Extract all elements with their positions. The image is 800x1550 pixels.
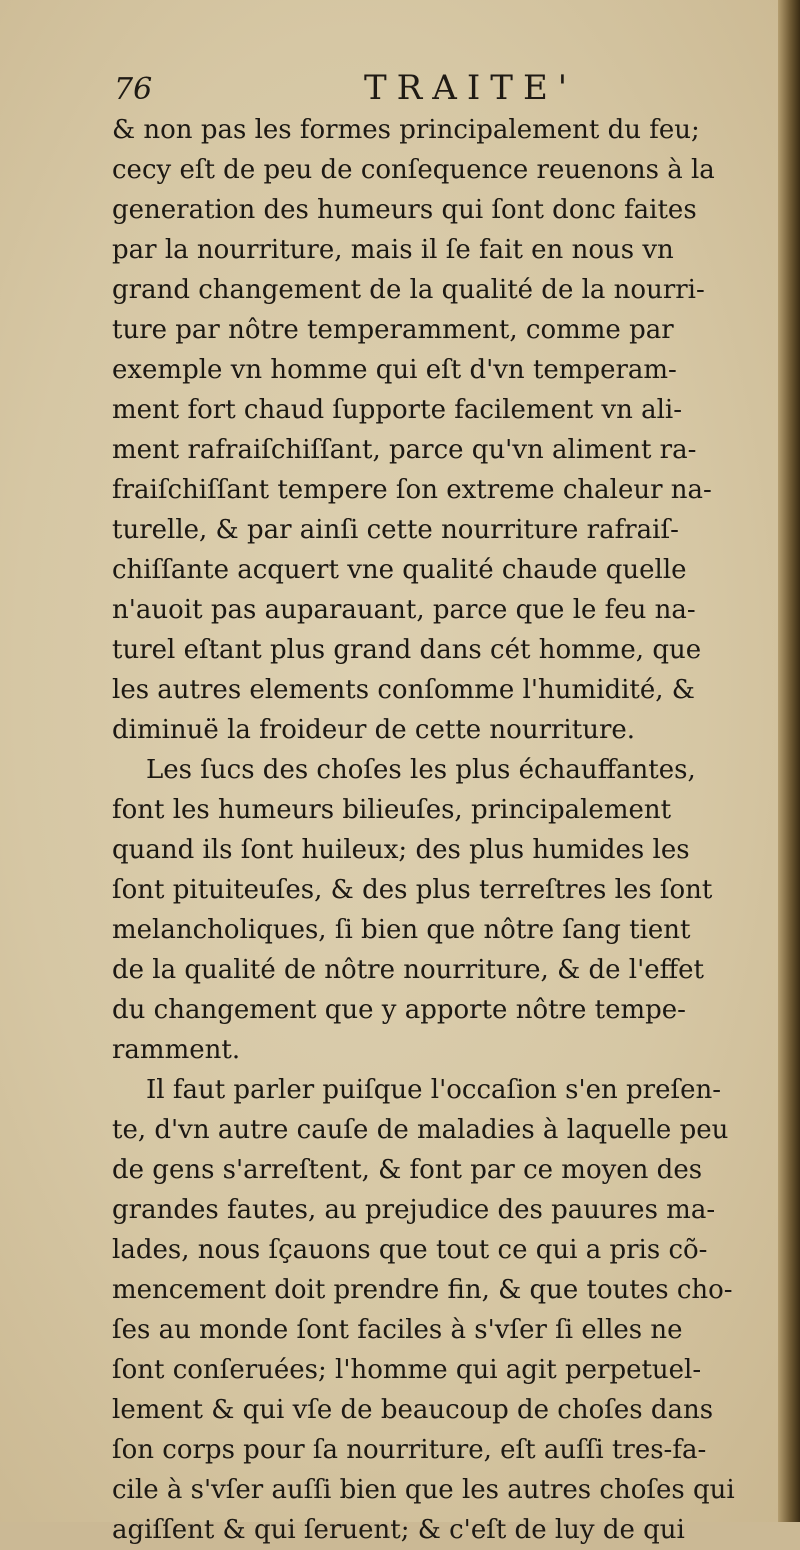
text-line: les autres elements conſomme l'humidité, & [112,675,695,705]
text-line: grandes fautes, au prejudice des pauures ma- [112,1195,716,1225]
text-line: fraiſchiſſant tempere ſon extreme chaleur na- [112,475,712,505]
text-line: lades, nous ſçauons que tout ce qui a pris cõ- [112,1235,708,1265]
running-title: TRAITE' [364,68,578,108]
body-text [112,110,782,1550]
paragraph-start-line: Il faut parler puiſque l'occaſion s'en preſen- [146,1075,721,1105]
text-line: cile à s'vſer auſſi bien que les autres choſes qui [112,1475,735,1505]
text-line: du changement que y apporte nôtre tempe- [112,995,686,1025]
text-line: font les humeurs bilieuſes, principalement [112,795,672,825]
text-line: generation des humeurs qui ſont donc faites [112,195,697,225]
paragraph-start-line: Les ſucs des choſes les plus échauffantes, [146,755,696,785]
text-line: lement & qui vſe de beaucoup de choſes dans [112,1395,714,1425]
text-line: par la nourriture, mais il ſe fait en nous vn [112,235,674,265]
text-line: turelle, & par ainſi cette nourriture rafraiſ- [112,515,679,545]
text-line: cecy eſt de peu de conſequence reuenons à la [112,155,715,185]
text-line: ment rafraiſchiſſant, parce qu'vn aliment ra- [112,435,697,465]
text-line: & non pas les formes principalement du feu; [112,115,700,145]
text-line: mencement doit prendre fin, & que toutes cho- [112,1275,733,1305]
text-line: n'auoit pas auparauant, parce que le feu na- [112,595,696,625]
text-line: diminuë la froideur de cette nourriture. [112,715,636,745]
text-line: te, d'vn autre cauſe de maladies à laquelle peu [112,1115,729,1145]
page-number: 76 [114,72,153,107]
text-line: ſes au monde ſont faciles à s'vſer ſi elles ne [112,1315,683,1345]
text-line: agiſſent & qui ſeruent; & c'eſt de luy de qui [112,1515,685,1545]
text-line: grand changement de la qualité de la nourri- [112,275,705,305]
text-line: ſont pituiteuſes, & des plus terreſtres les ſont [112,875,713,905]
text-line: exemple vn homme qui eſt d'vn temperam- [112,355,677,385]
text-line: ſon corps pour ſa nourriture, eſt auſſi tres-fa- [112,1435,707,1465]
text-line: chiſſante acquert vne qualité chaude quelle [112,555,687,585]
text-line: quand ils ſont huileux; des plus humides les [112,835,690,865]
text-line: ſont conſeruées; l'homme qui agit perpetuel- [112,1355,702,1385]
text-line: ment fort chaud ſupporte facilement vn ali- [112,395,683,425]
text-line: de gens s'arreſtent, & font par ce moyen des [112,1155,703,1185]
text-line: ture par nôtre temperamment, comme par [112,315,674,345]
text-line: de la qualité de nôtre nourriture, & de l'effet [112,955,704,985]
text-line: ramment. [112,1035,241,1065]
text-line: turel eſtant plus grand dans cét homme, que [112,635,702,665]
text-line: melancholiques, ſi bien que nôtre ſang tient [112,915,691,945]
